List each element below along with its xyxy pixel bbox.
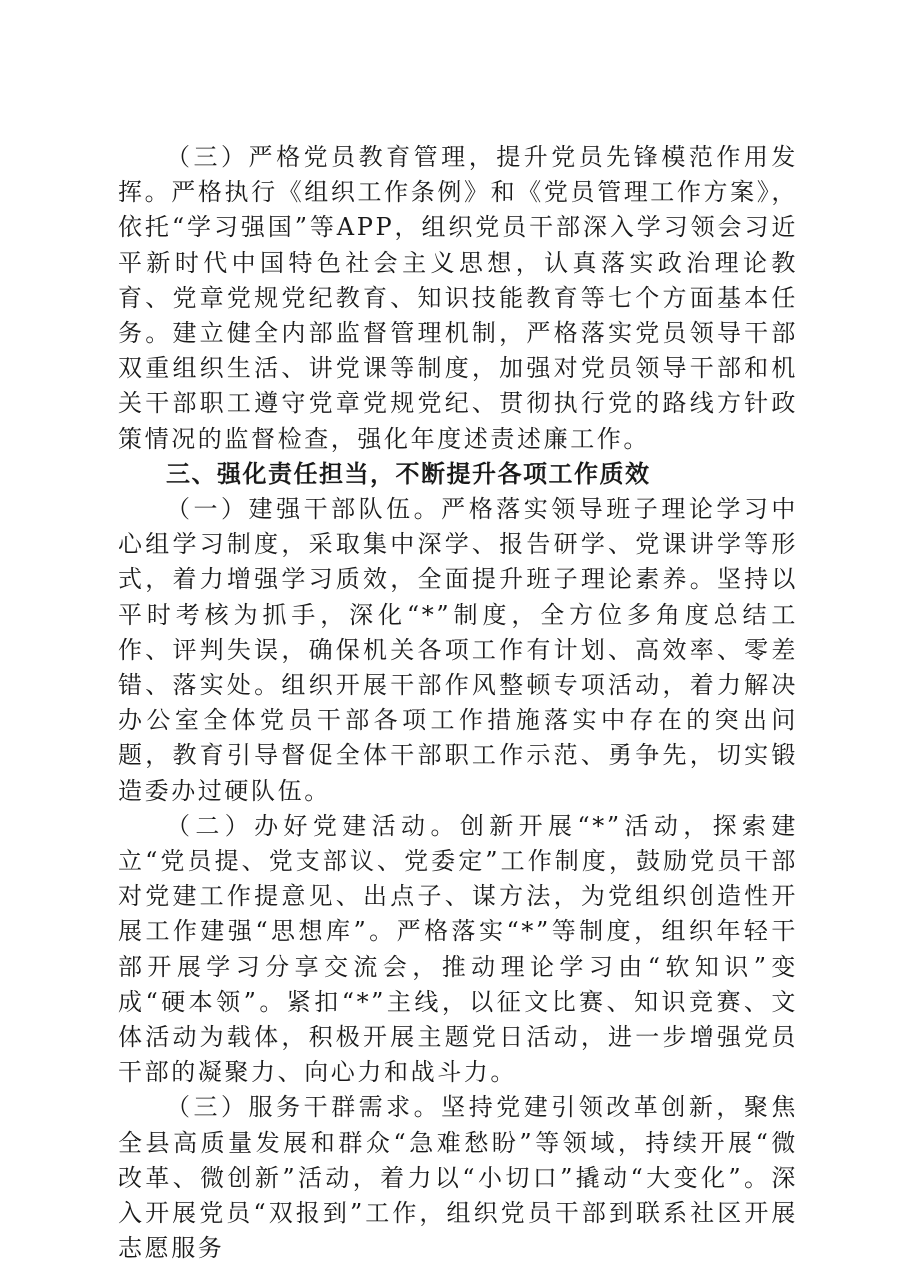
paragraph-serve-public: （三）服务干群需求。坚持党建引领改革创新，聚焦全县高质量发展和群众“急难愁盼”等领域，持续开展“微改革、微创新”活动，着力以“小切口”撬动“大变化”。深入开展党员“双报到”工作，组织党员干部到联系社区开展志愿服务 [118, 1093, 798, 1263]
section-heading-3: 三、强化责任担当，不断提升各项工作质效 [166, 459, 651, 488]
document-body [118, 140, 798, 1267]
paragraph-cadre-team: （一）建强干部队伍。严格落实领导班子理论学习中心组学习制度，采取集中深学、报告研学、党课讲学等形式，着力增强学习质效，全面提升班子理论素养。坚持以平时考核为抓手，深化“*”制度，全方位多角度总结工作、评判失误，确保机关各项工作有计划、高效率、零差错、落实处。组织开展干部作风整顿专项活动，着力解决办公室全体党员干部各项工作措施落实中存在的突出问题，教育引导督促全体干部职工作示范、勇争先，切实锻造委办过硬队伍。 [118, 495, 798, 805]
paragraph-party-member-education: （三）严格党员教育管理，提升党员先锋模范作用发挥。严格执行《组织工作条例》和《党员管理工作方案》，依托“学习强国”等APP，组织党员干部深入学习领会习近平新时代中国特色社会主义思想，认真落实政治理论教育、党章党规党纪教育、知识技能教育等七个方面基本任务。建立健全内部监督管理机制，严格落实党员领导干部双重组织生活、讲党课等制度，加强对党员领导干部和机关干部职工遵守党章党规党纪、贯彻执行党的路线方针政策情况的监督检查，强化年度述责述廉工作。 [118, 143, 798, 453]
paragraph-party-activities: （二）办好党建活动。创新开展“*”活动，探索建立“党员提、党支部议、党委定”工作制度，鼓励党员干部对党建工作提意见、出点子、谋方法，为党组织创造性开展工作建强“思想库”。严格落实“*”等制度，组织年轻干部开展学习分享交流会，推动理论学习由“软知识”变成“硬本领”。紧扣“*”主线，以征文比赛、知识竞赛、文体活动为载体，积极开展主题党日活动，进一步增强党员干部的凝聚力、向心力和战斗力。 [118, 811, 798, 1087]
